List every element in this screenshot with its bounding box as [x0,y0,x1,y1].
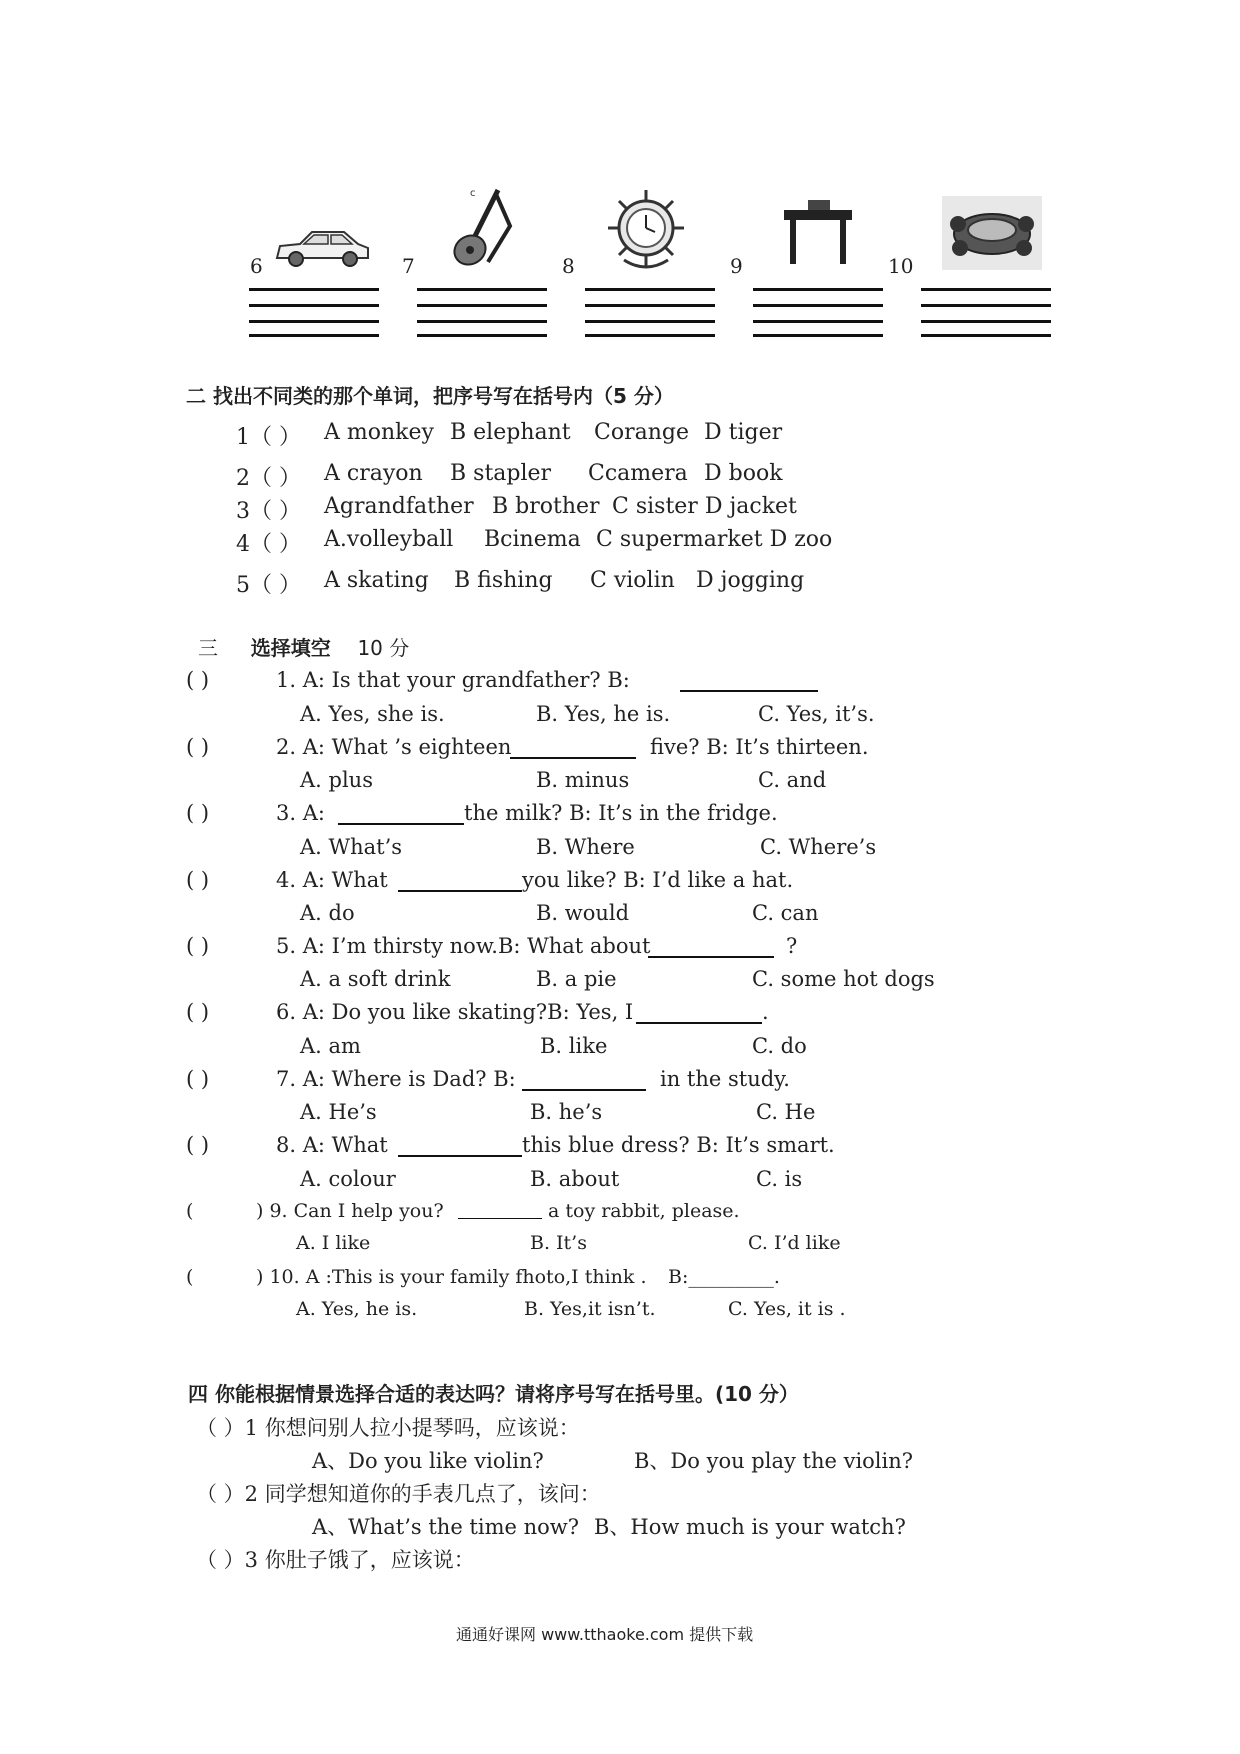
option-c: C. do [752,1034,807,1058]
option-c: Corange [594,420,689,445]
option-b: B brother [492,494,600,519]
answer-blank[interactable] [648,936,774,958]
question-text-after: in the study. [660,1067,790,1091]
question-text: 7. A: Where is Dad? B: [276,1067,516,1091]
option-a: A skating [324,568,429,593]
answer-blank[interactable] [398,1135,522,1157]
option-c: C. can [752,901,819,925]
picture-number: 6 [250,254,263,278]
svg-text:c: c [470,188,476,199]
option-c: C. and [758,768,827,792]
option-b: B、How much is your watch? [594,1515,906,1539]
option-a: A. What’s [300,835,403,859]
answer-paren[interactable]: ( ) [186,1133,210,1157]
question-text: 3. A: [276,801,325,825]
option-a: A. a soft drink [300,967,451,991]
answer-paren[interactable]: ( ) [186,868,210,892]
answer-paren-open[interactable]: ( [186,1200,194,1222]
option-a: A. am [300,1034,361,1058]
option-a: A. Yes, she is. [300,702,445,726]
option-b: B stapler [450,461,552,486]
answer-blank[interactable] [680,670,818,692]
section-3-score: 10 分 [357,636,410,660]
answer-paren[interactable]: ( ) [186,1067,210,1091]
question-text-after: ? [786,934,798,958]
question-text[interactable]: （ ）1 你想问别人拉小提琴吗，应该说： [196,1416,580,1440]
option-c: C violin [590,568,675,593]
picture-number: 8 [562,254,575,278]
option-a: A、Do you like violin? [312,1449,544,1473]
answer-blank[interactable] [636,1002,762,1024]
answer-paren[interactable]: ( ) [186,668,210,692]
option-d: D book [704,461,783,486]
option-d: D jogging [696,568,805,593]
answer-blank[interactable] [458,1200,542,1219]
option-b: B、Do you play the violin? [634,1449,914,1473]
item-number[interactable]: 1（ ） [236,425,301,450]
section-2-title: 二 找出不同类的那个单词，把序号写在括号内（5 分） [186,384,674,408]
desk-icon [782,196,854,268]
option-c: C. Yes, it’s. [758,702,875,726]
answer-paren[interactable]: ( ) [186,1000,210,1024]
question-text-after: this blue dress? B: It’s smart. [522,1133,835,1157]
option-b: B. a pie [536,967,617,991]
section-3-number: 三 [198,636,218,660]
option-b: B. It’s [530,1232,587,1254]
option-b: B. he’s [530,1100,603,1124]
section-3-heading: 选择填空 [250,636,331,660]
question-text-after: the milk? B: It’s in the fridge. [464,801,778,825]
question-text-after[interactable]: B:_________. [668,1266,780,1288]
option-b: Bcinema [484,527,581,552]
option-b: B fishing [454,568,553,593]
option-a: A.volleyball [324,527,454,552]
option-d: D tiger [704,420,783,445]
toy-car-image [942,196,1042,270]
question-text-after: you like? B: I’d like a hat. [522,868,794,892]
question-text: 6. A: Do you like skating?B: Yes, I [276,1000,634,1024]
answer-paren[interactable]: ( ) [186,934,210,958]
item-number[interactable]: 5（ ） [236,573,301,598]
picture-number: 7 [402,254,415,278]
question-text[interactable]: （ ）3 你肚子饿了，应该说： [196,1548,475,1572]
section-4-title: 四 你能根据情景选择合适的表达吗？请将序号写在括号里。(10 分） [188,1382,799,1406]
option-a: A. plus [300,768,373,792]
question-text: ) 9. Can I help you? [256,1200,444,1222]
option-c: C. some hot dogs [752,967,935,991]
ship-wheel-clock-icon [604,186,688,270]
question-text: 5. A: I’m thirsty now.B: What about [276,934,651,958]
toy-car-icon [942,196,1042,270]
item-number[interactable]: 2（ ） [236,466,301,491]
option-a: A、What’s the time now? [312,1515,580,1539]
option-c: C. Where’s [760,835,877,859]
item-number[interactable]: 4（ ） [236,532,301,557]
option-b: B. minus [536,768,630,792]
answer-blank[interactable] [510,737,636,759]
answer-blank[interactable] [522,1069,646,1091]
option-c: Ccamera [588,461,688,486]
option-b: B elephant [450,420,571,445]
question-text[interactable]: （ ）2 同学想知道你的手表几点了，该问： [196,1482,601,1506]
option-c: C. I’d like [748,1232,841,1254]
option-c: C. He [756,1100,816,1124]
option-a: A. I like [296,1232,371,1254]
answer-paren-open[interactable]: ( [186,1266,194,1288]
option-b: B. Yes,it isn’t. [524,1298,656,1320]
picture-number: 9 [730,254,743,278]
question-text-after: a toy rabbit, please. [548,1200,740,1222]
question-text-after: five? B: It’s thirteen. [650,735,869,759]
option-a: A crayon [324,461,423,486]
guitar-icon [448,186,518,271]
option-a: A. He’s [300,1100,377,1124]
answer-blank[interactable] [398,870,522,892]
option-a: A monkey [324,420,434,445]
question-text-after: . [762,1000,769,1024]
question-text: 2. A: What ’s eighteen [276,735,512,759]
section-3-title [198,632,409,661]
option-a: A. colour [300,1167,396,1191]
item-number[interactable]: 3（ ） [236,499,301,524]
question-text: ) 10. A :This is your family fhoto,I think . [256,1266,647,1288]
option-c: C sister D jacket [612,494,797,519]
question-text: 8. A: What [276,1133,388,1157]
car-icon [272,220,372,270]
option-c: C. Yes, it is . [728,1298,846,1320]
option-a: A. Yes, he is. [296,1298,418,1320]
question-text: 1. A: Is that your grandfather? B: [276,668,630,692]
picture-number: 10 [888,254,914,278]
option-b: B. Where [536,835,635,859]
option-c: C supermarket D zoo [596,527,833,552]
answer-paren[interactable]: ( ) [186,801,210,825]
option-c: C. is [756,1167,803,1191]
question-text: 4. A: What [276,868,388,892]
option-b: B. about [530,1167,620,1191]
page-footer: 通通好课网 www.tthaoke.com 提供下载 [456,1625,754,1644]
option-b: B. like [540,1034,608,1058]
option-a: A. do [300,901,355,925]
option-b: B. would [536,901,630,925]
answer-blank[interactable] [338,803,464,825]
option-b: B. Yes, he is. [536,702,671,726]
option-a: Agrandfather [324,494,474,519]
answer-paren[interactable]: ( ) [186,735,210,759]
